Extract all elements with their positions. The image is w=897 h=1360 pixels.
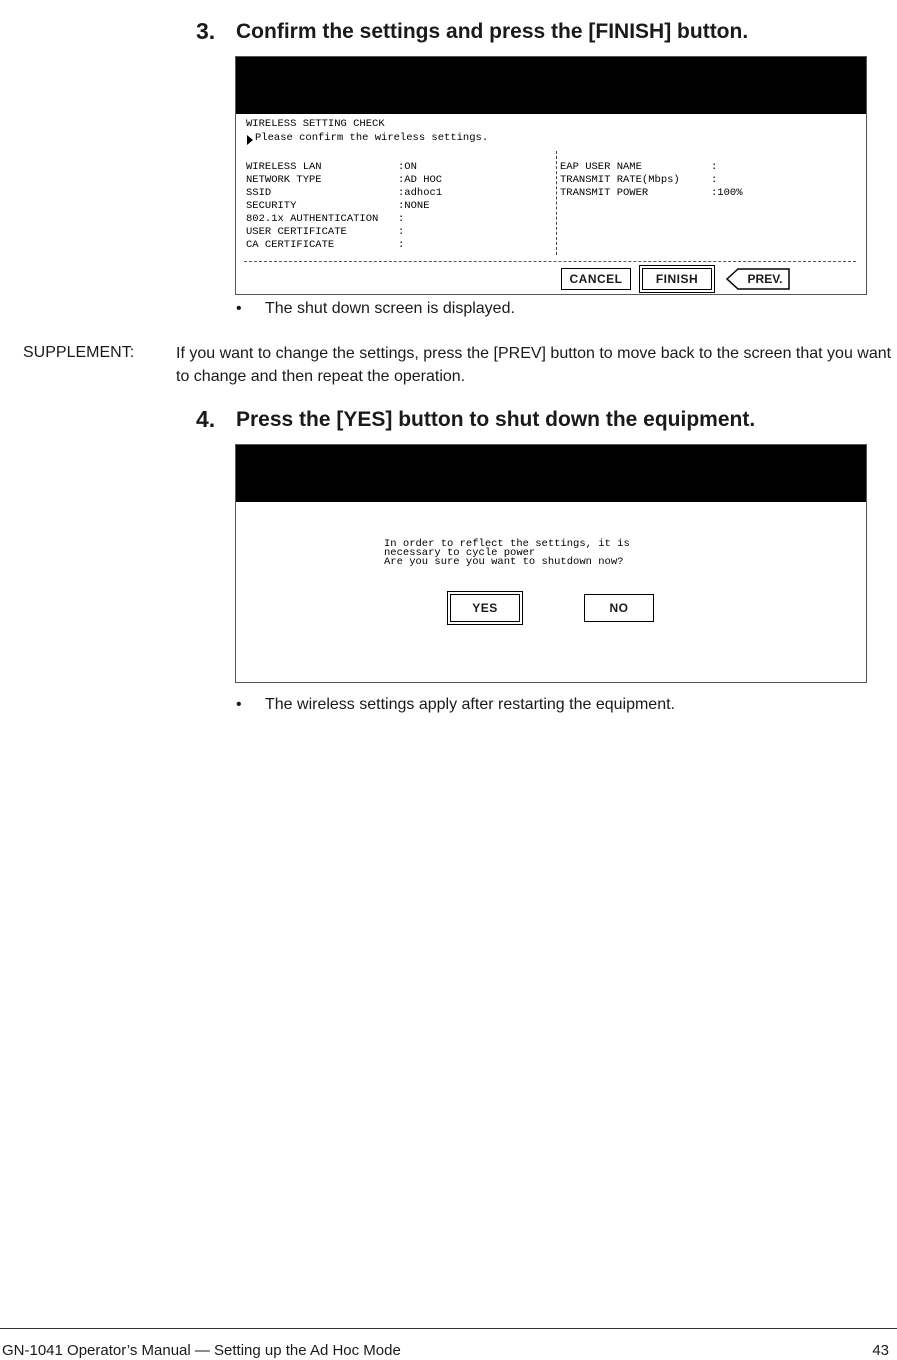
bullet-icon: • <box>236 696 242 713</box>
setting-label: SECURITY <box>246 200 297 212</box>
setting-value: : <box>711 161 718 173</box>
setting-value: : <box>398 239 405 251</box>
screen-header-bar <box>236 57 866 114</box>
confirm-message-line: In order to reflect the settings, it is <box>384 538 630 550</box>
setting-label: TRANSMIT POWER <box>560 187 649 199</box>
bullet-icon: • <box>236 300 242 317</box>
setting-label: EAP USER NAME <box>560 161 642 173</box>
screen-header-bar <box>236 445 866 502</box>
footer-manual-title: GN-1041 Operator’s Manual — Setting up the Ad Hoc Mode <box>2 1342 401 1359</box>
setting-value: :100% <box>711 187 743 199</box>
setting-label: TRANSMIT RATE(Mbps) <box>560 174 680 186</box>
step-4-instruction: Press the [YES] button to shut down the equipment. <box>236 408 756 431</box>
confirm-message-line: Are you sure you want to shutdown now? <box>384 556 624 568</box>
step-3-note: The shut down screen is displayed. <box>265 300 515 317</box>
column-divider <box>556 151 557 255</box>
setting-value: : <box>711 174 718 186</box>
step-4-number: 4. <box>196 406 216 432</box>
screen-prompt: Please confirm the wireless settings. <box>255 132 489 144</box>
setting-label: NETWORK TYPE <box>246 174 322 186</box>
setting-label: CA CERTIFICATE <box>246 239 335 251</box>
step-3-instruction: Confirm the settings and press the [FINISH] button. <box>236 20 749 43</box>
step-3-number: 3. <box>196 18 216 44</box>
confirm-message-line: necessary to cycle power <box>384 547 536 559</box>
footer-rule <box>0 1328 897 1329</box>
setting-value: :AD HOC <box>398 174 443 186</box>
setting-value: : <box>398 226 405 238</box>
page-number: 43 <box>872 1342 889 1359</box>
finish-button[interactable]: FINISH <box>642 268 712 290</box>
supplement-label: SUPPLEMENT: <box>23 344 135 361</box>
prev-button-label: PREV. <box>747 272 783 286</box>
screen-title: WIRELESS SETTING CHECK <box>246 118 385 130</box>
cancel-button[interactable]: CANCEL <box>561 268 631 290</box>
setting-value: :adhoc1 <box>398 187 443 199</box>
setting-label: WIRELESS LAN <box>246 161 322 173</box>
step-4-note: The wireless settings apply after restarting the equipment. <box>265 696 675 713</box>
setting-label: SSID <box>246 187 272 199</box>
button-row-divider <box>244 261 856 262</box>
prev-button[interactable] <box>726 268 790 290</box>
arrow-right-icon <box>246 133 254 145</box>
no-button[interactable]: NO <box>584 594 654 622</box>
supplement-text: If you want to change the settings, press the [PREV] button to move back to the screen that you want to change and then repeat the operation. <box>176 345 892 385</box>
setting-value: :NONE <box>398 200 430 212</box>
shutdown-confirm-screen <box>235 444 867 683</box>
setting-label: USER CERTIFICATE <box>246 226 347 238</box>
setting-value: : <box>398 213 405 225</box>
wireless-setting-check-screen <box>235 56 867 295</box>
setting-label: 802.1x AUTHENTICATION <box>246 213 379 225</box>
yes-button[interactable]: YES <box>450 594 520 622</box>
setting-value: :ON <box>398 161 417 173</box>
